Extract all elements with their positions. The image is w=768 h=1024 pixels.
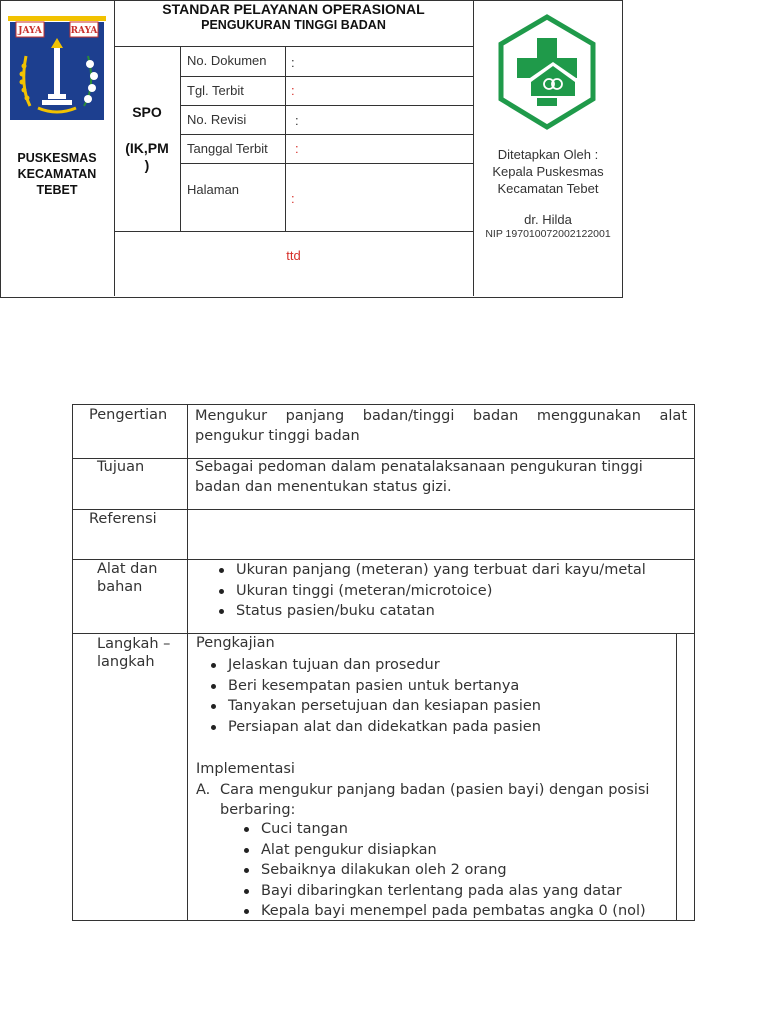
- item-a-list: [239, 819, 646, 922]
- pengkajian-list: [206, 655, 541, 737]
- field-value-tanggal-terbit: :: [295, 141, 299, 156]
- field-value-no-dokumen: :: [291, 55, 295, 70]
- tujuan-label: Tujuan: [97, 459, 145, 475]
- item-a-text-line1: Cara mengukur panjang badan (pasien bayi) dengan posisi: [220, 782, 650, 798]
- signature-placeholder: ttd: [286, 248, 301, 263]
- item-a-marker: A.: [196, 782, 211, 798]
- list-item: Bayi dibaringkan terlentang pada alas yang datar: [239, 881, 646, 902]
- approval-line3: Kecamatan Tebet: [497, 181, 599, 196]
- field-label-tgl-terbit: Tgl. Terbit: [187, 83, 244, 98]
- approval-block: [474, 146, 622, 197]
- list-item: Tanyakan persetujuan dan kesiapan pasien: [206, 696, 541, 717]
- pengkajian-heading: Pengkajian: [196, 635, 275, 651]
- item-a-text-line2: berbaring:: [220, 802, 296, 818]
- list-item: Jelaskan tujuan dan prosedur: [206, 655, 541, 676]
- list-item: Kepala bayi menempel pada pembatas angka 0 (nol): [239, 901, 646, 922]
- document-subtitle: PENGUKURAN TINGGI BADAN: [201, 18, 386, 32]
- spo-header: [0, 0, 623, 298]
- list-item: Beri kesempatan pasien untuk bertanya: [206, 676, 541, 697]
- list-item: Cuci tangan: [239, 819, 646, 840]
- list-item: Sebaiknya dilakukan oleh 2 orang: [239, 860, 646, 881]
- org-name-line3: TEBET: [36, 183, 78, 197]
- field-label-tanggal-terbit: Tanggal Terbit: [187, 141, 268, 156]
- spo-sub-close: ): [144, 157, 150, 173]
- pengertian-text-line2: pengukur tinggi badan: [195, 428, 360, 444]
- langkah-label-line1: Langkah –: [97, 636, 171, 652]
- spo-sub: (IK,PM: [125, 140, 169, 156]
- approver-name: dr. Hilda: [524, 212, 572, 227]
- implementasi-heading: Implementasi: [196, 761, 295, 777]
- org-name-line2: KECAMATAN: [17, 167, 97, 181]
- field-value-no-revisi: :: [295, 113, 299, 128]
- pengertian-label: Pengertian: [89, 407, 168, 423]
- approver-nip: NIP 197010072002122001: [485, 228, 611, 240]
- tujuan-text-line2: badan dan menentukan status gizi.: [195, 479, 452, 495]
- list-item: Persiapan alat dan didekatkan pada pasien: [206, 717, 541, 738]
- org-name: [0, 150, 114, 198]
- field-label-no-revisi: No. Revisi: [187, 112, 247, 127]
- alat-list: [214, 560, 646, 622]
- spo-label: SPO: [132, 104, 162, 120]
- list-item: Alat pengukur disiapkan: [239, 840, 646, 861]
- referensi-label: Referensi: [89, 511, 157, 527]
- list-item: Ukuran panjang (meteran) yang terbuat dari kayu/metal: [214, 560, 646, 581]
- langkah-label-line2: langkah: [97, 654, 155, 670]
- alat-label-line1: Alat dan: [97, 561, 158, 577]
- puskesmas-logo: [497, 14, 597, 132]
- approval-line1: Ditetapkan Oleh :: [497, 147, 599, 162]
- field-label-no-dokumen: No. Dokumen: [187, 53, 267, 68]
- org-name-line1: PUSKESMAS: [17, 151, 97, 165]
- list-item: Status pasien/buku catatan: [214, 601, 646, 622]
- tujuan-text-line1: Sebagai pedoman dalam penatalaksanaan pengukuran tinggi: [195, 459, 643, 475]
- banner-left-text: JAYA: [18, 26, 42, 36]
- document-title: STANDAR PELAYANAN OPERASIONAL: [162, 1, 425, 17]
- field-value-halaman: :: [291, 191, 295, 206]
- field-value-tgl-terbit: :: [291, 83, 295, 98]
- alat-label-line2: bahan: [97, 579, 143, 595]
- banner-right-text: RAYA: [70, 26, 98, 36]
- approval-line2: Kepala Puskesmas: [492, 164, 604, 179]
- field-label-halaman: Halaman: [187, 182, 240, 197]
- jakarta-emblem-logo: [8, 16, 106, 122]
- list-item: Ukuran tinggi (meteran/microtoice): [214, 581, 646, 602]
- pengertian-text-line1: Mengukur panjang badan/tinggi badan menggunakan alat: [195, 408, 687, 424]
